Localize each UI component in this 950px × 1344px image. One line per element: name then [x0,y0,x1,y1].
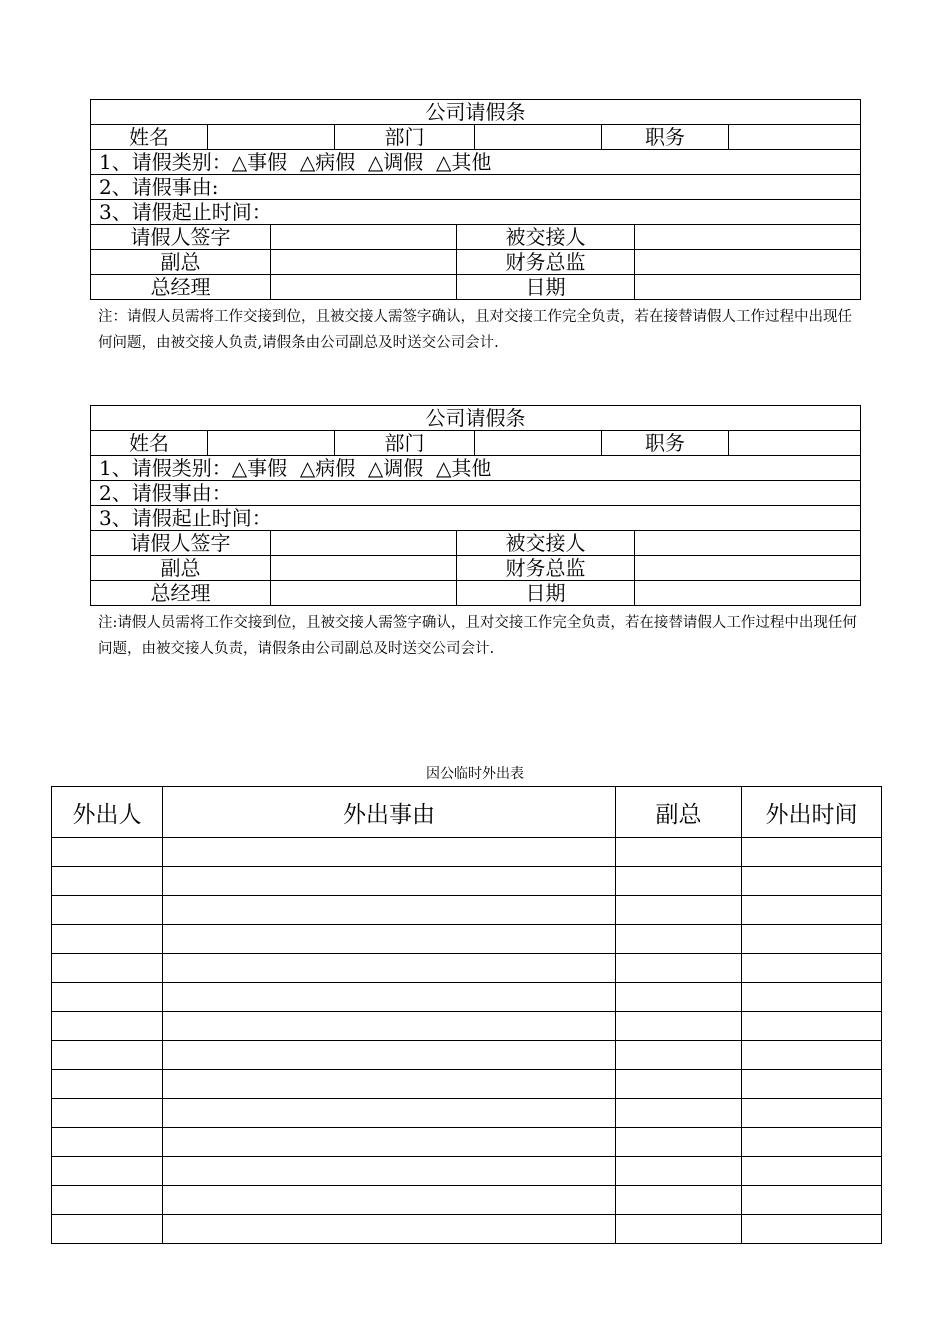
reason-cell[interactable] [163,1128,616,1157]
form-note: 注：请假人员需将工作交接到位，且被交接人需签字确认，且对交接工作完全负责，若在接替请假人工作过程中出现任何问题，由被交接人负责,请假条由公司副总及时送交公司会计. [98,309,852,351]
deputy-cell[interactable] [616,838,742,867]
leave-reason-line: 2、请假事由： [91,481,861,506]
deputy-field[interactable] [271,556,457,581]
table-row [52,1215,882,1244]
header-person: 外出人 [52,787,163,838]
name-field[interactable] [208,431,335,456]
leave-form-1 [90,99,860,356]
table-row [52,1157,882,1186]
leave-form-table [90,99,861,225]
dept-label: 部门 [335,125,475,150]
person-cell[interactable] [52,925,163,954]
person-cell[interactable] [52,954,163,983]
name-field[interactable] [208,125,335,150]
form-title: 公司请假条 [91,100,861,125]
handover-field[interactable] [635,225,861,250]
person-cell[interactable] [52,1215,163,1244]
date-field[interactable] [635,275,861,300]
reason-cell[interactable] [163,983,616,1012]
outing-table [51,786,881,1244]
gm-field[interactable] [271,275,457,300]
deputy-cell[interactable] [616,1215,742,1244]
deputy-cell[interactable] [616,1099,742,1128]
reason-cell[interactable] [163,1215,616,1244]
deputy-cell[interactable] [616,1157,742,1186]
leave-type-line: 1、请假类别：△事假 △病假 △调假 △其他 [91,150,861,175]
handover-label: 被交接人 [457,531,635,556]
reason-cell[interactable] [163,954,616,983]
person-cell[interactable] [52,1157,163,1186]
name-label: 姓名 [91,125,208,150]
table-row [52,1041,882,1070]
applicant-sign-label: 请假人签字 [91,225,271,250]
outing-table-title: 因公临时外出表 [426,766,524,782]
table-row [52,896,882,925]
time-cell[interactable] [742,1012,882,1041]
form-note: 注:请假人员需将工作交接到位，且被交接人需签字确认，且对交接工作完全负责，若在接替请假人工作过程中出现任何问题，由被交接人负责，请假条由公司副总及时送交公司会计. [98,615,857,657]
header-deputy: 副总 [616,787,742,838]
table-row [52,1186,882,1215]
reason-cell[interactable] [163,896,616,925]
position-field[interactable] [729,431,861,456]
reason-cell[interactable] [163,1186,616,1215]
time-cell[interactable] [742,1128,882,1157]
leave-reason-line: 2、请假事由: [91,175,861,200]
time-cell[interactable] [742,838,882,867]
time-cell[interactable] [742,1070,882,1099]
date-field[interactable] [635,581,861,606]
reason-cell[interactable] [163,925,616,954]
deputy-label: 副总 [91,556,271,581]
deputy-cell[interactable] [616,896,742,925]
person-cell[interactable] [52,983,163,1012]
time-cell[interactable] [742,983,882,1012]
deputy-cell[interactable] [616,867,742,896]
reason-cell[interactable] [163,1070,616,1099]
person-cell[interactable] [52,1041,163,1070]
deputy-cell[interactable] [616,954,742,983]
form-title: 公司请假条 [91,406,861,431]
reason-cell[interactable] [163,1099,616,1128]
leave-form-table [90,405,861,531]
person-cell[interactable] [52,896,163,925]
header-reason: 外出事由 [163,787,616,838]
deputy-cell[interactable] [616,1012,742,1041]
dept-label: 部门 [335,431,475,456]
dept-field[interactable] [475,125,602,150]
time-cell[interactable] [742,1099,882,1128]
deputy-cell[interactable] [616,1128,742,1157]
time-cell[interactable] [742,896,882,925]
signature-table [90,531,861,606]
date-label: 日期 [457,275,635,300]
time-cell[interactable] [742,925,882,954]
gm-label: 总经理 [91,275,271,300]
position-label: 职务 [602,125,729,150]
applicant-sign-field[interactable] [271,225,457,250]
deputy-cell[interactable] [616,1186,742,1215]
table-row [52,838,882,867]
finance-label: 财务总监 [457,250,635,275]
reason-cell[interactable] [163,1157,616,1186]
outing-header-row [52,787,882,838]
reason-cell[interactable] [163,867,616,896]
table-row [52,954,882,983]
leave-period-line: 3、请假起止时间： [91,200,861,225]
table-row [52,983,882,1012]
table-row [52,867,882,896]
deputy-cell[interactable] [616,1041,742,1070]
person-cell[interactable] [52,1186,163,1215]
table-row [52,1070,882,1099]
position-label: 职务 [602,431,729,456]
gm-field[interactable] [271,581,457,606]
handover-field[interactable] [635,531,861,556]
deputy-label: 副总 [91,250,271,275]
deputy-cell[interactable] [616,1070,742,1099]
deputy-cell[interactable] [616,983,742,1012]
finance-field[interactable] [635,250,861,275]
header-time: 外出时间 [742,787,882,838]
person-cell[interactable] [52,1099,163,1128]
table-row [52,925,882,954]
person-cell[interactable] [52,1012,163,1041]
time-cell[interactable] [742,1186,882,1215]
applicant-sign-field[interactable] [271,531,457,556]
time-cell[interactable] [742,1157,882,1186]
reason-cell[interactable] [163,1012,616,1041]
dept-field[interactable] [475,431,602,456]
time-cell[interactable] [742,1215,882,1244]
date-label: 日期 [457,581,635,606]
table-row [52,1012,882,1041]
person-cell[interactable] [52,1070,163,1099]
time-cell[interactable] [742,867,882,896]
deputy-field[interactable] [271,250,457,275]
time-cell[interactable] [742,954,882,983]
table-row [52,1099,882,1128]
finance-label: 财务总监 [457,556,635,581]
time-cell[interactable] [742,1041,882,1070]
deputy-cell[interactable] [616,925,742,954]
reason-cell[interactable] [163,1041,616,1070]
person-cell[interactable] [52,1128,163,1157]
reason-cell[interactable] [163,838,616,867]
finance-field[interactable] [635,556,861,581]
person-cell[interactable] [52,867,163,896]
position-field[interactable] [729,125,861,150]
person-cell[interactable] [52,838,163,867]
gm-label: 总经理 [91,581,271,606]
name-label: 姓名 [91,431,208,456]
applicant-sign-label: 请假人签字 [91,531,271,556]
leave-form-2 [90,405,860,662]
handover-label: 被交接人 [457,225,635,250]
leave-period-line: 3、请假起止时间： [91,506,861,531]
table-row [52,1128,882,1157]
signature-table [90,225,861,300]
leave-type-line: 1、请假类别：△事假 △病假 △调假 △其他 [91,456,861,481]
outing-table-body [52,838,882,1244]
